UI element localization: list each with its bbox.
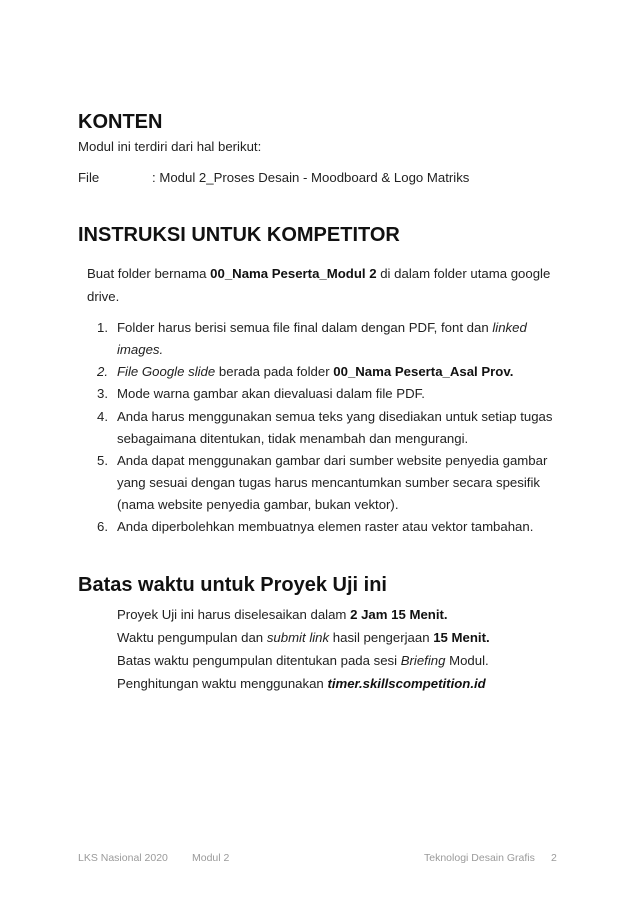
instruksi-paragraph-line2: drive.: [87, 289, 120, 304]
list-item-text: images.: [117, 342, 164, 357]
instruksi-heading: INSTRUKSI UNTUK KOMPETITOR: [78, 224, 400, 246]
batas-heading: Batas waktu untuk Proyek Uji ini: [78, 574, 387, 596]
footer-module: Modul 2: [192, 852, 230, 864]
batas-line-2: Waktu pengumpulan dan submit link hasil pengerjaan 15 Menit.: [117, 630, 490, 645]
list-item-number: 2.: [97, 364, 108, 379]
instruksi-paragraph: Buat folder bernama 00_Nama Peserta_Modul 2 di dalam folder utama google: [87, 266, 551, 281]
list-item-number: 5.: [97, 453, 108, 468]
list-item-text: Mode warna gambar akan dievaluasi dalam file PDF.: [117, 386, 425, 401]
list-item-number: 1.: [97, 320, 108, 335]
konten-heading: KONTEN: [78, 111, 163, 133]
list-item-text: Folder harus berisi semua file final dalam dengan PDF, font dan linked: [117, 320, 527, 335]
list-item-text: yang sesuai dengan tugas harus mencantumkan sumber secara spesifik: [117, 475, 540, 490]
file-label: File: [78, 170, 100, 185]
list-item-text: Anda dapat menggunakan gambar dari sumber website penyedia gambar: [117, 453, 548, 468]
footer-page-number: 2: [551, 852, 557, 864]
footer-subject: Teknologi Desain Grafis: [424, 852, 535, 864]
list-item-number: 6.: [97, 519, 108, 534]
list-item-text: (nama website penyedia gambar, bukan vektor).: [117, 497, 399, 512]
footer-event: LKS Nasional 2020: [78, 852, 168, 864]
list-item-text: File Google slide berada pada folder 00_Nama Peserta_Asal Prov.: [117, 364, 514, 379]
list-item-text: sebagaimana ditentukan, tidak menambah dan mengurangi.: [117, 431, 469, 446]
list-item-text: Anda diperbolehkan membuatnya elemen raster atau vektor tambahan.: [117, 519, 534, 534]
batas-line-1: Proyek Uji ini harus diselesaikan dalam 2 Jam 15 Menit.: [117, 607, 448, 622]
list-item-text: Anda harus menggunakan semua teks yang disediakan untuk setiap tugas: [117, 409, 553, 424]
batas-line-3: Batas waktu pengumpulan ditentukan pada sesi Briefing Modul.: [117, 653, 489, 668]
list-item-number: 3.: [97, 386, 108, 401]
list-item-number: 4.: [97, 409, 108, 424]
file-value: : Modul 2_Proses Desain - Moodboard & Logo Matriks: [152, 170, 470, 185]
batas-line-4: Penghitungan waktu menggunakan timer.skillscompetition.id: [117, 676, 486, 691]
konten-intro: Modul ini terdiri dari hal berikut:: [78, 139, 262, 154]
